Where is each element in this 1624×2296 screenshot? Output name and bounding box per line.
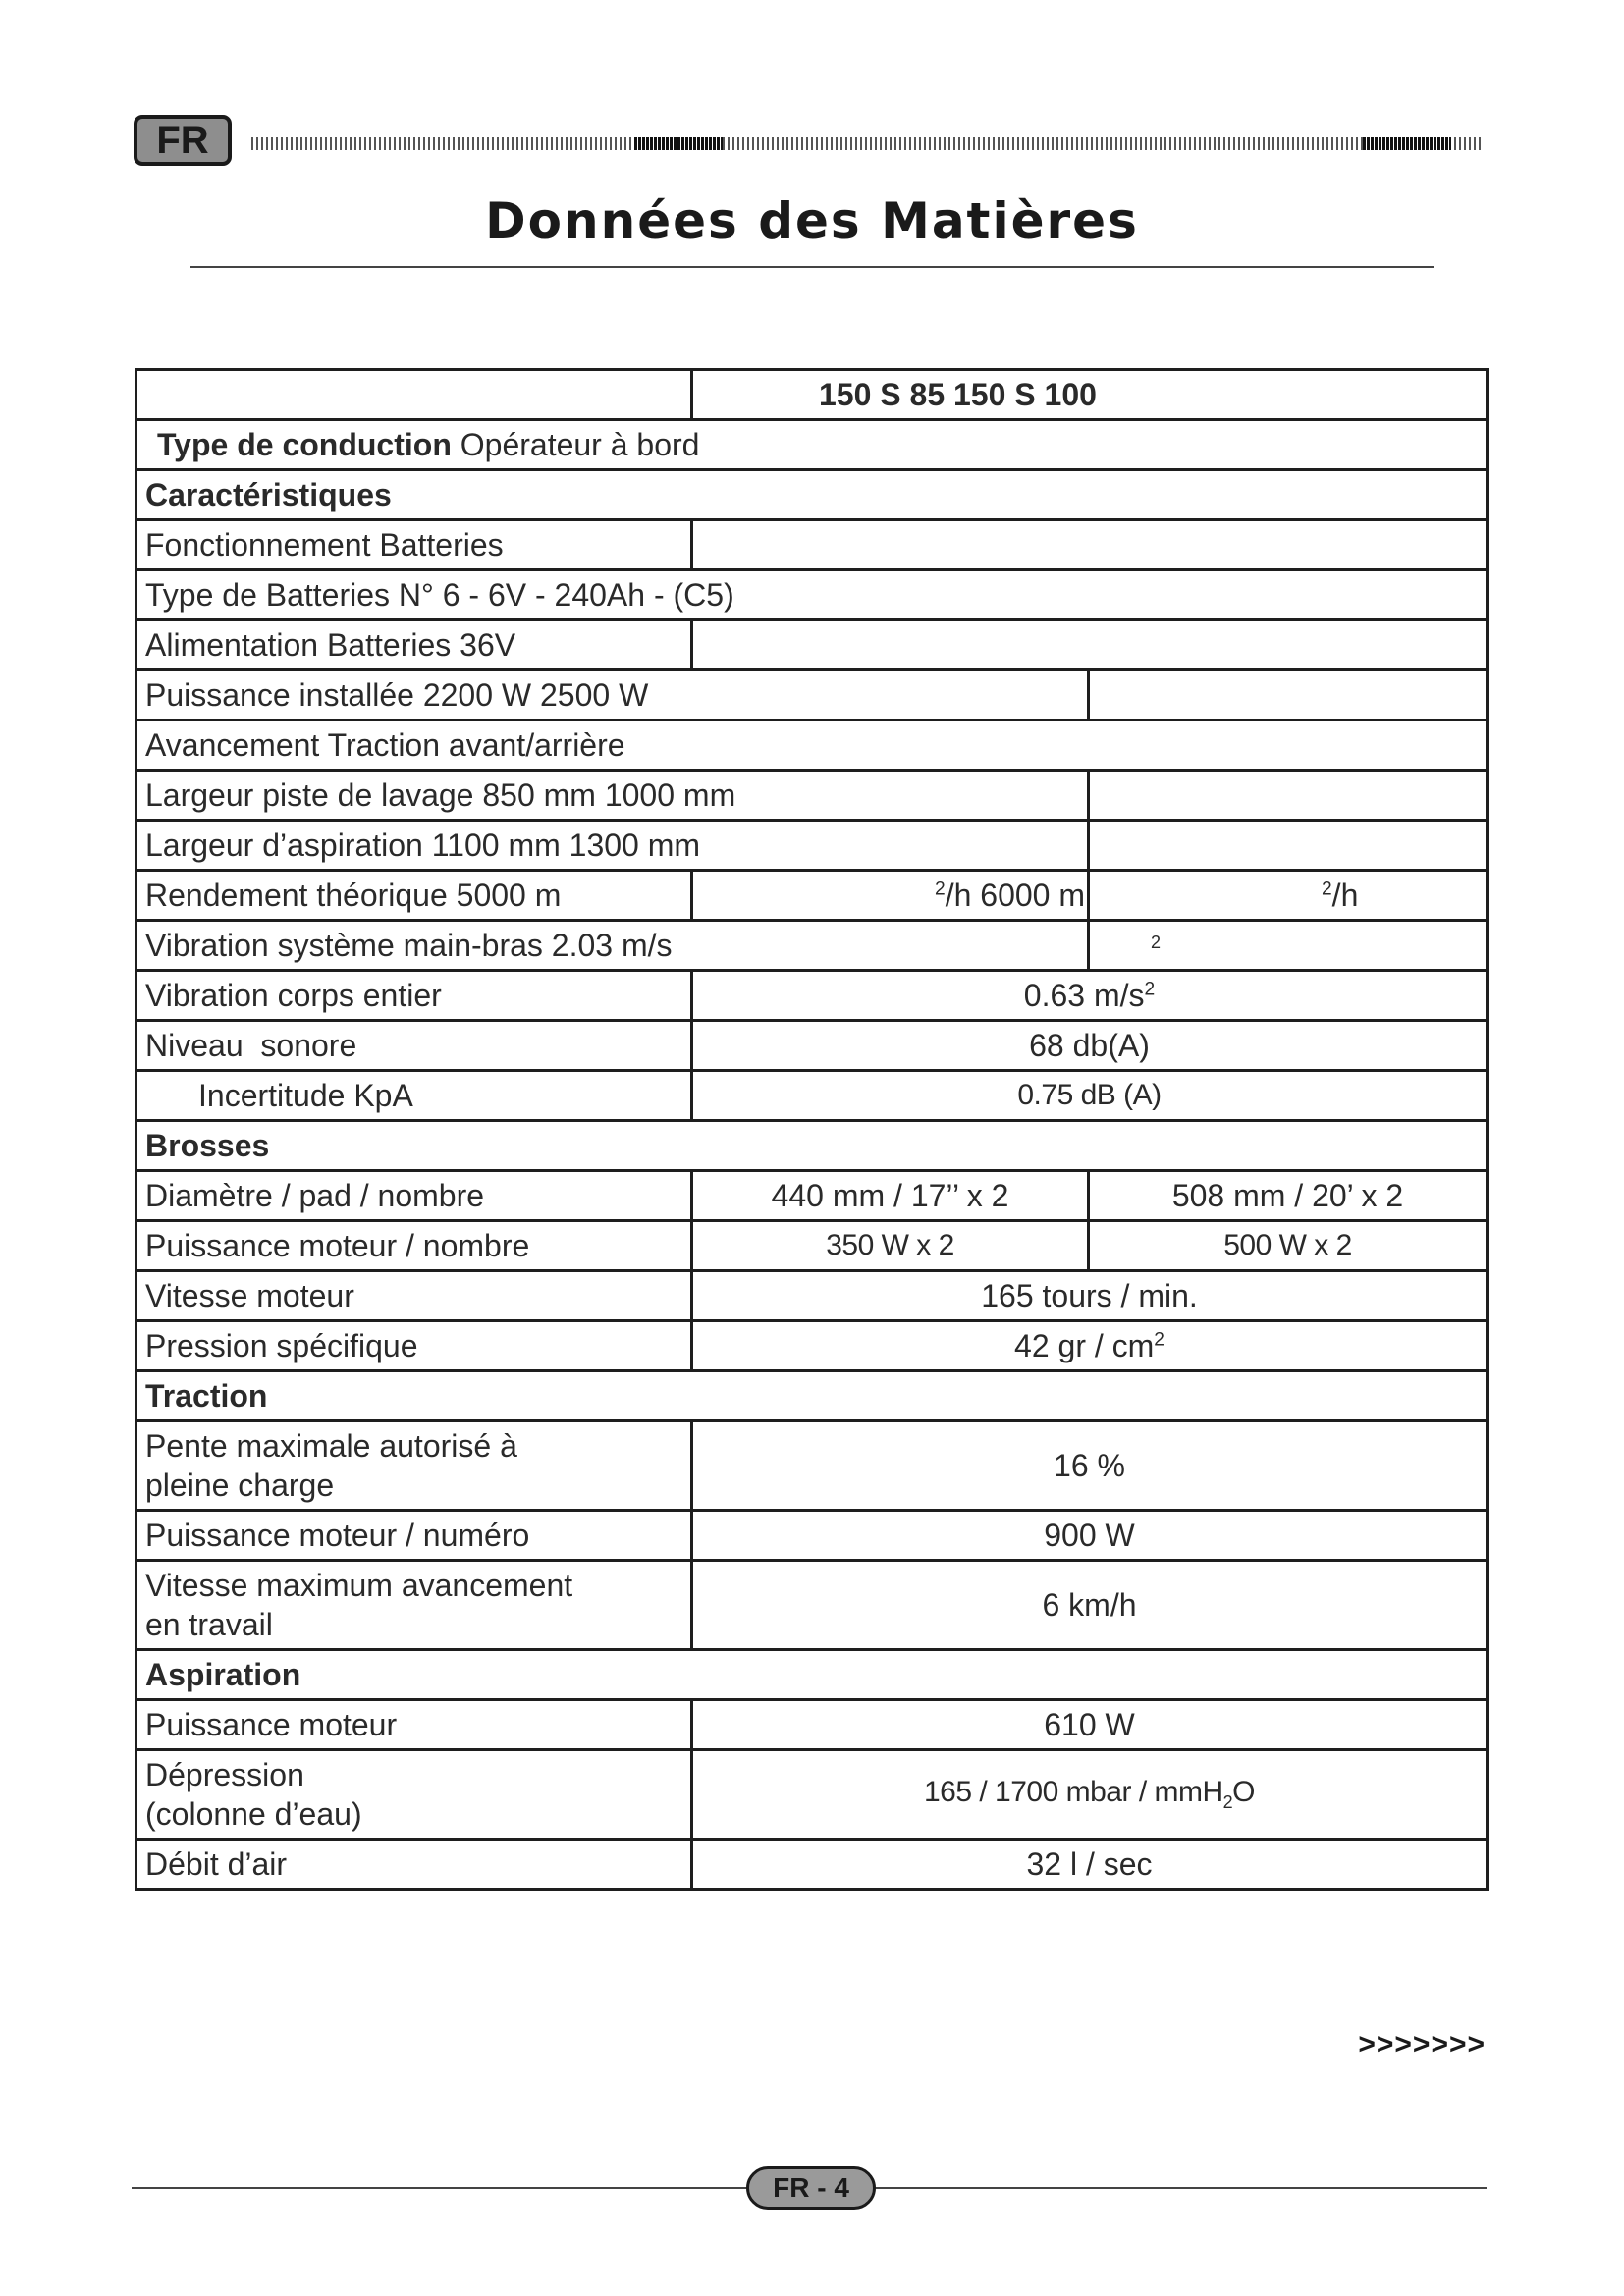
section-brosses: Brosses bbox=[136, 1121, 1488, 1171]
section-row bbox=[136, 470, 1488, 520]
puissance-moteur-traction-value: 900 W bbox=[692, 1511, 1488, 1561]
table-row bbox=[136, 1421, 1488, 1511]
table-row bbox=[136, 921, 1488, 971]
puissance-moteur-asp-label: Puissance moteur bbox=[136, 1700, 692, 1750]
vibration-main-label: Vibration système main-bras 2.03 m/s bbox=[136, 921, 1089, 971]
table-row bbox=[136, 1221, 1488, 1271]
table-row bbox=[136, 971, 1488, 1021]
puissance-moteur-brosses-85: 350 W x 2 bbox=[692, 1221, 1089, 1271]
table-row bbox=[136, 1750, 1488, 1840]
table-row bbox=[136, 420, 1488, 470]
vibration-corps-value: 0.63 $m/s^2$ bbox=[692, 971, 1488, 1021]
page-title: Données des Matières bbox=[485, 192, 1139, 249]
type-batteries-cell: Type de Batteries N° 6 - 6V - 240Ah - (C5) bbox=[136, 570, 1488, 620]
conduction-cell bbox=[136, 420, 1488, 470]
depression-value: 165 / 1700 mbar / mmH$_2$O bbox=[692, 1750, 1488, 1840]
depression-label: Dépression (colonne d’eau) bbox=[136, 1750, 692, 1840]
table-row bbox=[136, 670, 1488, 721]
table-row bbox=[136, 1561, 1488, 1650]
section-aspiration: Aspiration bbox=[136, 1650, 1488, 1700]
table-row bbox=[136, 821, 1488, 871]
section-row bbox=[136, 1650, 1488, 1700]
table-row bbox=[136, 1840, 1488, 1890]
table-row bbox=[136, 1321, 1488, 1371]
pression-label: Pression spécifique bbox=[136, 1321, 692, 1371]
rendement-label: Rendement théorique 5000 m bbox=[136, 871, 692, 921]
table-header-row bbox=[136, 370, 1488, 420]
table-row bbox=[136, 570, 1488, 620]
section-row bbox=[136, 1121, 1488, 1171]
table-row bbox=[136, 1171, 1488, 1221]
vibration-corps-label: Vibration corps entier bbox=[136, 971, 692, 1021]
incertitude-label: Incertitude KpA bbox=[136, 1071, 692, 1121]
title-divider bbox=[190, 266, 1434, 268]
niveau-sonore-label: Niveau sonore bbox=[136, 1021, 692, 1071]
model-header: 150 S 85 150 S 100 bbox=[692, 370, 1488, 420]
language-badge: FR bbox=[134, 115, 232, 166]
puissance-installee-cell: Puissance installée 2200 W 2500 W bbox=[136, 670, 1089, 721]
conduction-label: Type de conduction bbox=[157, 426, 452, 462]
vitesse-max-label: Vitesse maximum avancement en travail bbox=[136, 1561, 692, 1650]
puissance-moteur-asp-value: 610 W bbox=[692, 1700, 1488, 1750]
table-row bbox=[136, 1021, 1488, 1071]
incertitude-value: 0.75 dB (A) bbox=[692, 1071, 1488, 1121]
table-row bbox=[136, 1271, 1488, 1321]
diametre-label: Diamètre / pad / nombre bbox=[136, 1171, 692, 1221]
rendement-value-2: $^2$/h bbox=[1089, 871, 1488, 921]
fonctionnement-label: Fonctionnement Batteries bbox=[136, 520, 692, 570]
table-row bbox=[136, 871, 1488, 921]
alimentation-label: Alimentation Batteries 36V bbox=[136, 620, 692, 670]
largeur-aspiration-cell: Largeur d’aspiration 1100 mm 1300 mm bbox=[136, 821, 1089, 871]
section-caracteristiques: Caractéristiques bbox=[136, 470, 1488, 520]
specifications-table bbox=[135, 368, 1489, 1891]
diametre-value-100: 508 mm / 20’ x 2 bbox=[1089, 1171, 1488, 1221]
pente-label: Pente maximale autorisé à pleine charge bbox=[136, 1421, 692, 1511]
vitesse-moteur-value: 165 tours / min. bbox=[692, 1271, 1488, 1321]
debit-label: Débit d’air bbox=[136, 1840, 692, 1890]
table-row bbox=[136, 1511, 1488, 1561]
avancement-cell: Avancement Traction avant/arrière bbox=[136, 721, 1488, 771]
vitesse-moteur-label: Vitesse moteur bbox=[136, 1271, 692, 1321]
vibration-main-sup: 2 bbox=[1089, 921, 1488, 971]
diametre-value-85: 440 mm / 17’’ x 2 bbox=[692, 1171, 1089, 1221]
largeur-piste-cell: Largeur piste de lavage 850 mm 1000 mm bbox=[136, 771, 1089, 821]
table-row bbox=[136, 721, 1488, 771]
section-traction: Traction bbox=[136, 1371, 1488, 1421]
table-row bbox=[136, 1700, 1488, 1750]
page-number-badge: FR - 4 bbox=[746, 2166, 876, 2210]
table-row bbox=[136, 1071, 1488, 1121]
rendement-value-1: $^2$/h 6000 m bbox=[692, 871, 1089, 921]
table-row bbox=[136, 520, 1488, 570]
continue-indicator: >>>>>>> bbox=[1358, 2028, 1486, 2060]
puissance-moteur-brosses-label: Puissance moteur / nombre bbox=[136, 1221, 692, 1271]
vitesse-max-value: 6 km/h bbox=[692, 1561, 1488, 1650]
table-row bbox=[136, 620, 1488, 670]
niveau-sonore-value: 68 db(A) bbox=[692, 1021, 1488, 1071]
debit-value: 32 l / sec bbox=[692, 1840, 1488, 1890]
pente-value: 16 % bbox=[692, 1421, 1488, 1511]
puissance-moteur-traction-label: Puissance moteur / numéro bbox=[136, 1511, 692, 1561]
table-row bbox=[136, 771, 1488, 821]
conduction-value: Opérateur à bord bbox=[451, 426, 700, 462]
header-dotted-rule bbox=[251, 137, 1483, 150]
pression-value: 42 gr / $cm^2$ bbox=[692, 1321, 1488, 1371]
puissance-moteur-brosses-100: 500 W x 2 bbox=[1089, 1221, 1488, 1271]
section-row bbox=[136, 1371, 1488, 1421]
